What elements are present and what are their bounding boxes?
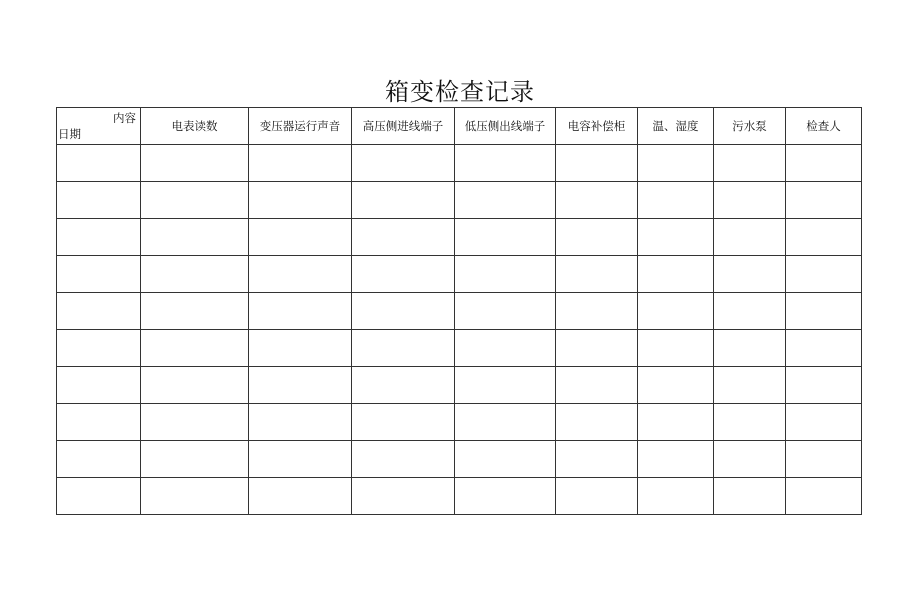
record-cell [638,293,714,330]
record-cell [249,330,352,367]
record-cell [141,145,249,182]
table-row [57,441,862,478]
record-cell [455,145,556,182]
record-cell [556,182,638,219]
record-cell [714,367,786,404]
column-header: 温、湿度 [638,108,714,145]
date-cell [57,219,141,256]
column-header: 电表读数 [141,108,249,145]
date-cell [57,145,141,182]
column-header: 低压侧出线端子 [455,108,556,145]
record-cell [455,256,556,293]
record-cell [455,404,556,441]
record-cell [141,478,249,515]
record-cell [786,256,862,293]
record-cell [786,145,862,182]
record-cell [249,219,352,256]
record-cell [352,256,455,293]
record-cell [556,219,638,256]
column-header: 电容补偿柜 [556,108,638,145]
date-cell [57,293,141,330]
table-row [57,219,862,256]
corner-label-date: 日期 [58,127,81,141]
record-cell [249,256,352,293]
column-header: 变压器运行声音 [249,108,352,145]
record-cell [141,182,249,219]
table-row [57,367,862,404]
record-cell [714,441,786,478]
record-cell [141,404,249,441]
table-row [57,330,862,367]
record-cell [141,293,249,330]
record-cell [141,367,249,404]
corner-header-cell [57,108,141,145]
record-cell [638,182,714,219]
record-cell [556,293,638,330]
date-cell [57,478,141,515]
record-cell [714,293,786,330]
record-cell [786,478,862,515]
record-cell [352,293,455,330]
table-body [57,145,862,515]
record-cell [786,293,862,330]
record-cell [638,478,714,515]
record-cell [352,145,455,182]
header-row [57,108,862,145]
record-cell [455,441,556,478]
record-cell [249,293,352,330]
corner-label-content: 内容 [113,111,136,125]
record-cell [638,441,714,478]
table-row [57,404,862,441]
table-row [57,293,862,330]
record-cell [455,219,556,256]
table-row [57,256,862,293]
record-cell [455,293,556,330]
record-cell [141,441,249,478]
record-cell [352,478,455,515]
record-cell [714,478,786,515]
record-cell [249,182,352,219]
record-cell [352,219,455,256]
table-row [57,478,862,515]
date-cell [57,182,141,219]
record-cell [141,219,249,256]
record-cell [352,441,455,478]
record-cell [556,478,638,515]
record-cell [638,145,714,182]
date-cell [57,367,141,404]
record-cell [556,367,638,404]
column-header: 污水泵 [714,108,786,145]
record-cell [638,330,714,367]
record-cell [249,478,352,515]
date-cell [57,441,141,478]
date-cell [57,256,141,293]
record-cell [786,182,862,219]
record-cell [556,145,638,182]
column-header: 高压侧进线端子 [352,108,455,145]
record-cell [786,219,862,256]
record-cell [556,330,638,367]
record-cell [352,404,455,441]
table-row [57,182,862,219]
record-cell [455,182,556,219]
record-cell [249,441,352,478]
record-cell [141,330,249,367]
record-cell [141,256,249,293]
record-cell [556,404,638,441]
record-cell [714,256,786,293]
record-cell [714,182,786,219]
record-cell [352,367,455,404]
record-cell [786,330,862,367]
record-cell [249,367,352,404]
record-cell [455,367,556,404]
record-cell [352,182,455,219]
date-cell [57,404,141,441]
record-cell [638,404,714,441]
record-cell [714,404,786,441]
record-cell [352,330,455,367]
record-cell [455,478,556,515]
table-row [57,145,862,182]
record-cell [556,441,638,478]
record-cell [786,404,862,441]
document-title: 箱变检查记录 [385,78,535,106]
record-cell [714,330,786,367]
column-header: 检查人 [786,108,862,145]
record-cell [638,367,714,404]
date-cell [57,330,141,367]
record-cell [714,145,786,182]
record-cell [714,219,786,256]
inspection-table [56,107,862,515]
record-cell [786,441,862,478]
record-cell [249,404,352,441]
record-cell [249,145,352,182]
record-cell [638,219,714,256]
record-cell [638,256,714,293]
record-cell [556,256,638,293]
record-cell [455,330,556,367]
record-cell [786,367,862,404]
